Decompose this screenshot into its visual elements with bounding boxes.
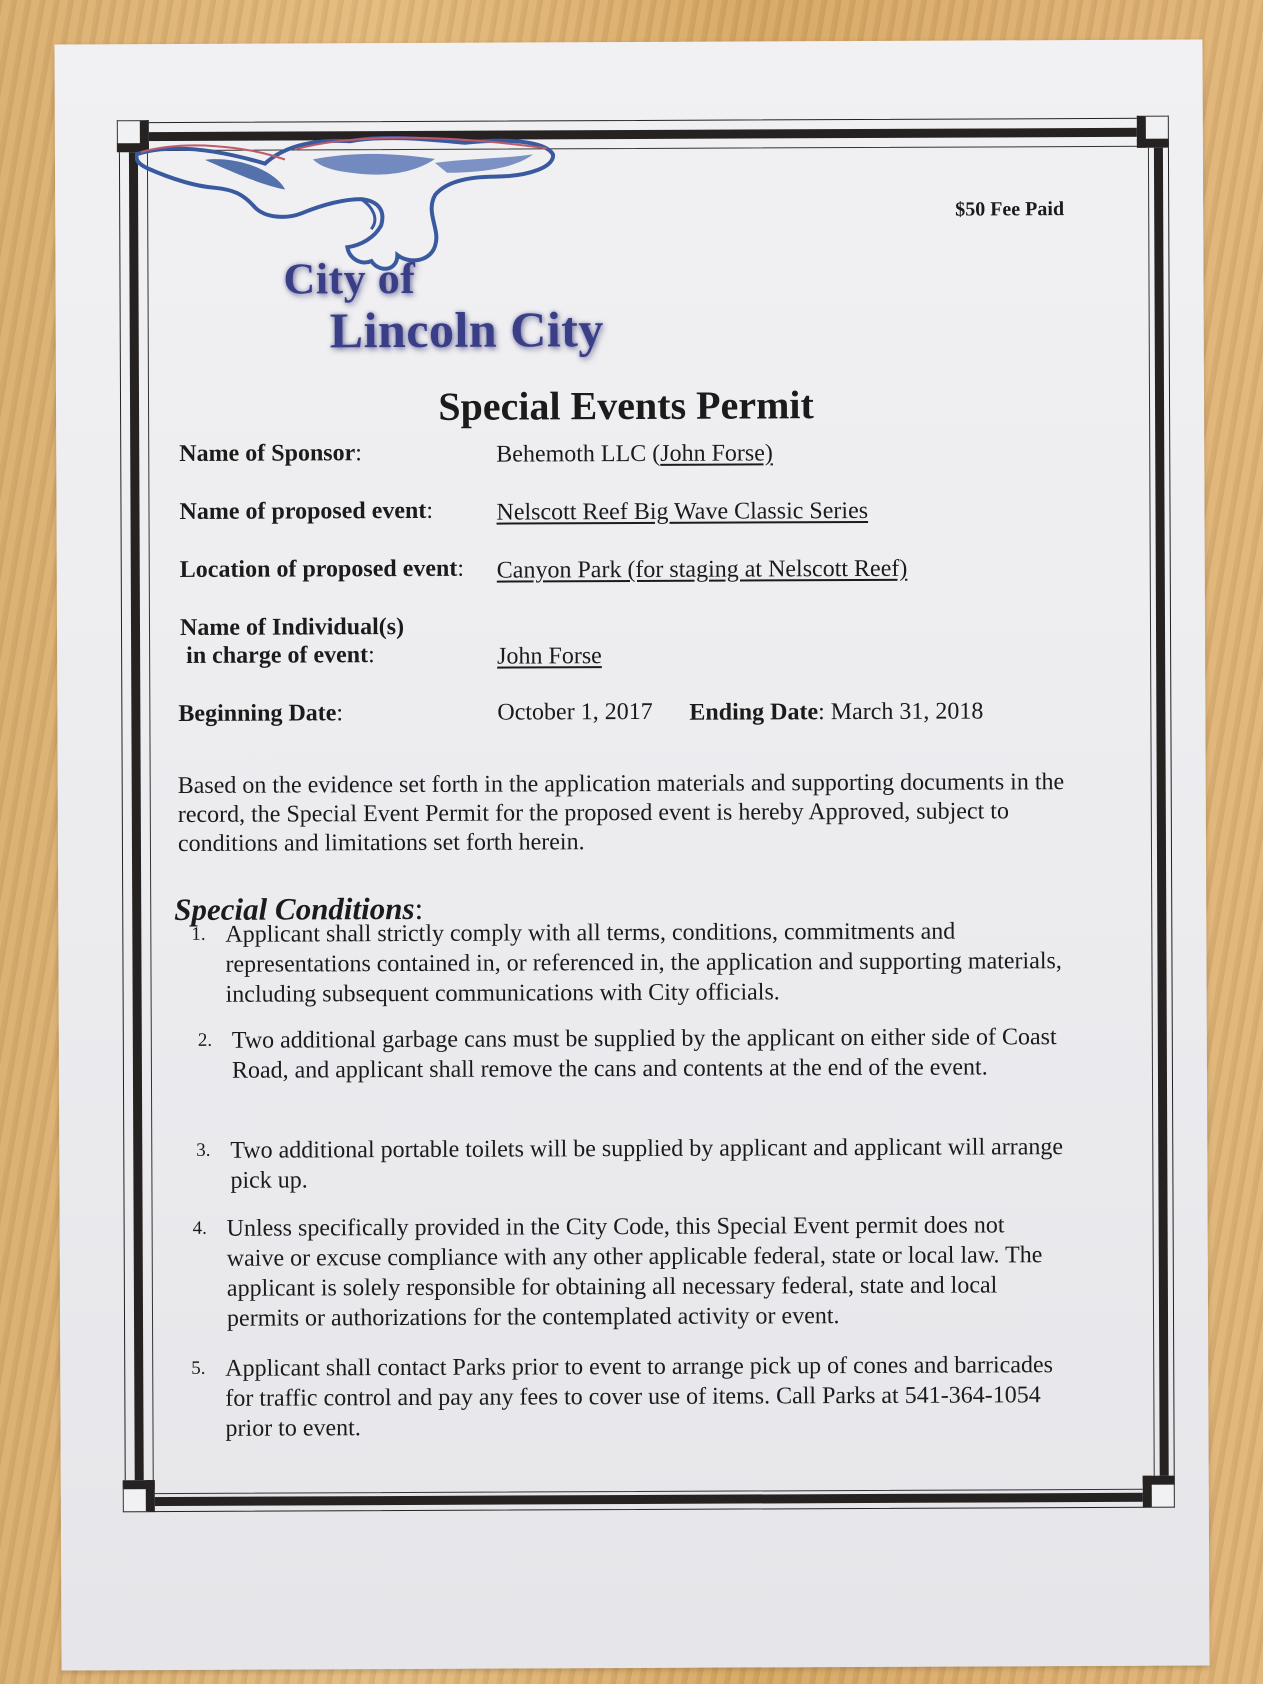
sponsor-value [496,439,773,469]
end-date [689,697,983,727]
individuals-label-text: in charge of event [186,642,369,669]
sponsor-value-name: Behemoth LLC ( [496,440,661,468]
begin-date-value: October 1, 2017 [497,698,653,726]
logo-text-lincoln-city: Lincoln City [329,301,604,359]
border-corner-ornament [1137,116,1169,148]
individuals-label-line2 [186,641,375,671]
colon: : [368,642,375,669]
begin-date-label-text: Beginning Date [178,700,337,727]
document-title: Special Events Permit [438,382,814,429]
condition-text: Two additional portable toilets will be supplied by applicant and applicant will arrange pick up. [230,1134,1064,1194]
colon: : [355,440,362,467]
colon: : [426,497,434,524]
special-conditions-heading-text: Special Conditions [174,890,415,927]
city-logo [135,132,604,359]
condition-number: 3. [196,1139,211,1161]
begin-date-label [178,699,343,729]
condition-number: 2. [197,1029,213,1051]
condition-number: 4. [192,1217,207,1239]
logo-text-city-of: City of [283,253,416,304]
event-label-text: Name of proposed event [179,497,427,525]
sponsor-label [179,439,362,469]
border-corner-ornament [123,1480,155,1512]
individuals-value: John Forse [497,643,602,670]
location-label [180,555,464,585]
condition-text: Applicant shall contact Parks prior to event to arrange pick up of cones and barricades for traffic control and pay any fees to cover use of items. Call Parks at 541-364-1054 prior to event. [225,1352,1054,1442]
event-label [179,497,433,527]
event-value: Nelscott Reef Big Wave Classic Series [496,497,869,526]
border-corner-ornament [1143,1476,1175,1508]
location-label-text: Location of proposed event [179,555,458,583]
condition-number: 5. [191,1357,206,1379]
approval-paragraph: Based on the evidence set forth in the application materials and supporting documents in the record, the Special Event Permit for the proposed event is hereby Approved, subject to conditions and limitations set forth herein. [177,769,1065,857]
colon: : [414,890,424,926]
fee-paid-note: $50 Fee Paid [955,198,1065,221]
condition-text: Unless specifically provided in the City Code, this Special Event permit does not waive or excuse compliance with any other applicable federal, state or local law. The applicant is solely responsible for obtaining all necessary federal, state and local permits or authorizations for the contemplated activity or event. [226,1212,1043,1332]
colon: : [457,555,465,582]
end-date-label: Ending Date [689,699,819,726]
colon: : [336,700,344,727]
paper-sheet [54,40,1209,1671]
sponsor-label-text: Name of Sponsor [179,440,356,467]
location-value: Canyon Park (for staging at Nelscott Reef) [496,555,908,584]
end-date-value: March 31, 2018 [830,698,984,726]
condition-text: Applicant shall strictly comply with all terms, conditions, commitments and representations contained in, or referenced in, the application and supporting materials, including subsequent communications with City officials. [225,918,1062,1008]
individuals-label-line1: Name of Individual(s) [179,613,405,641]
sponsor-value-contact: John Forse) [660,440,773,467]
colon: : [818,699,825,726]
condition-number: 1. [191,923,206,945]
condition-text: Two additional garbage cans must be supplied by the applicant on either side of Coast Road, and applicant shall remove the cans and contents at the end of the event. [231,1024,1057,1084]
